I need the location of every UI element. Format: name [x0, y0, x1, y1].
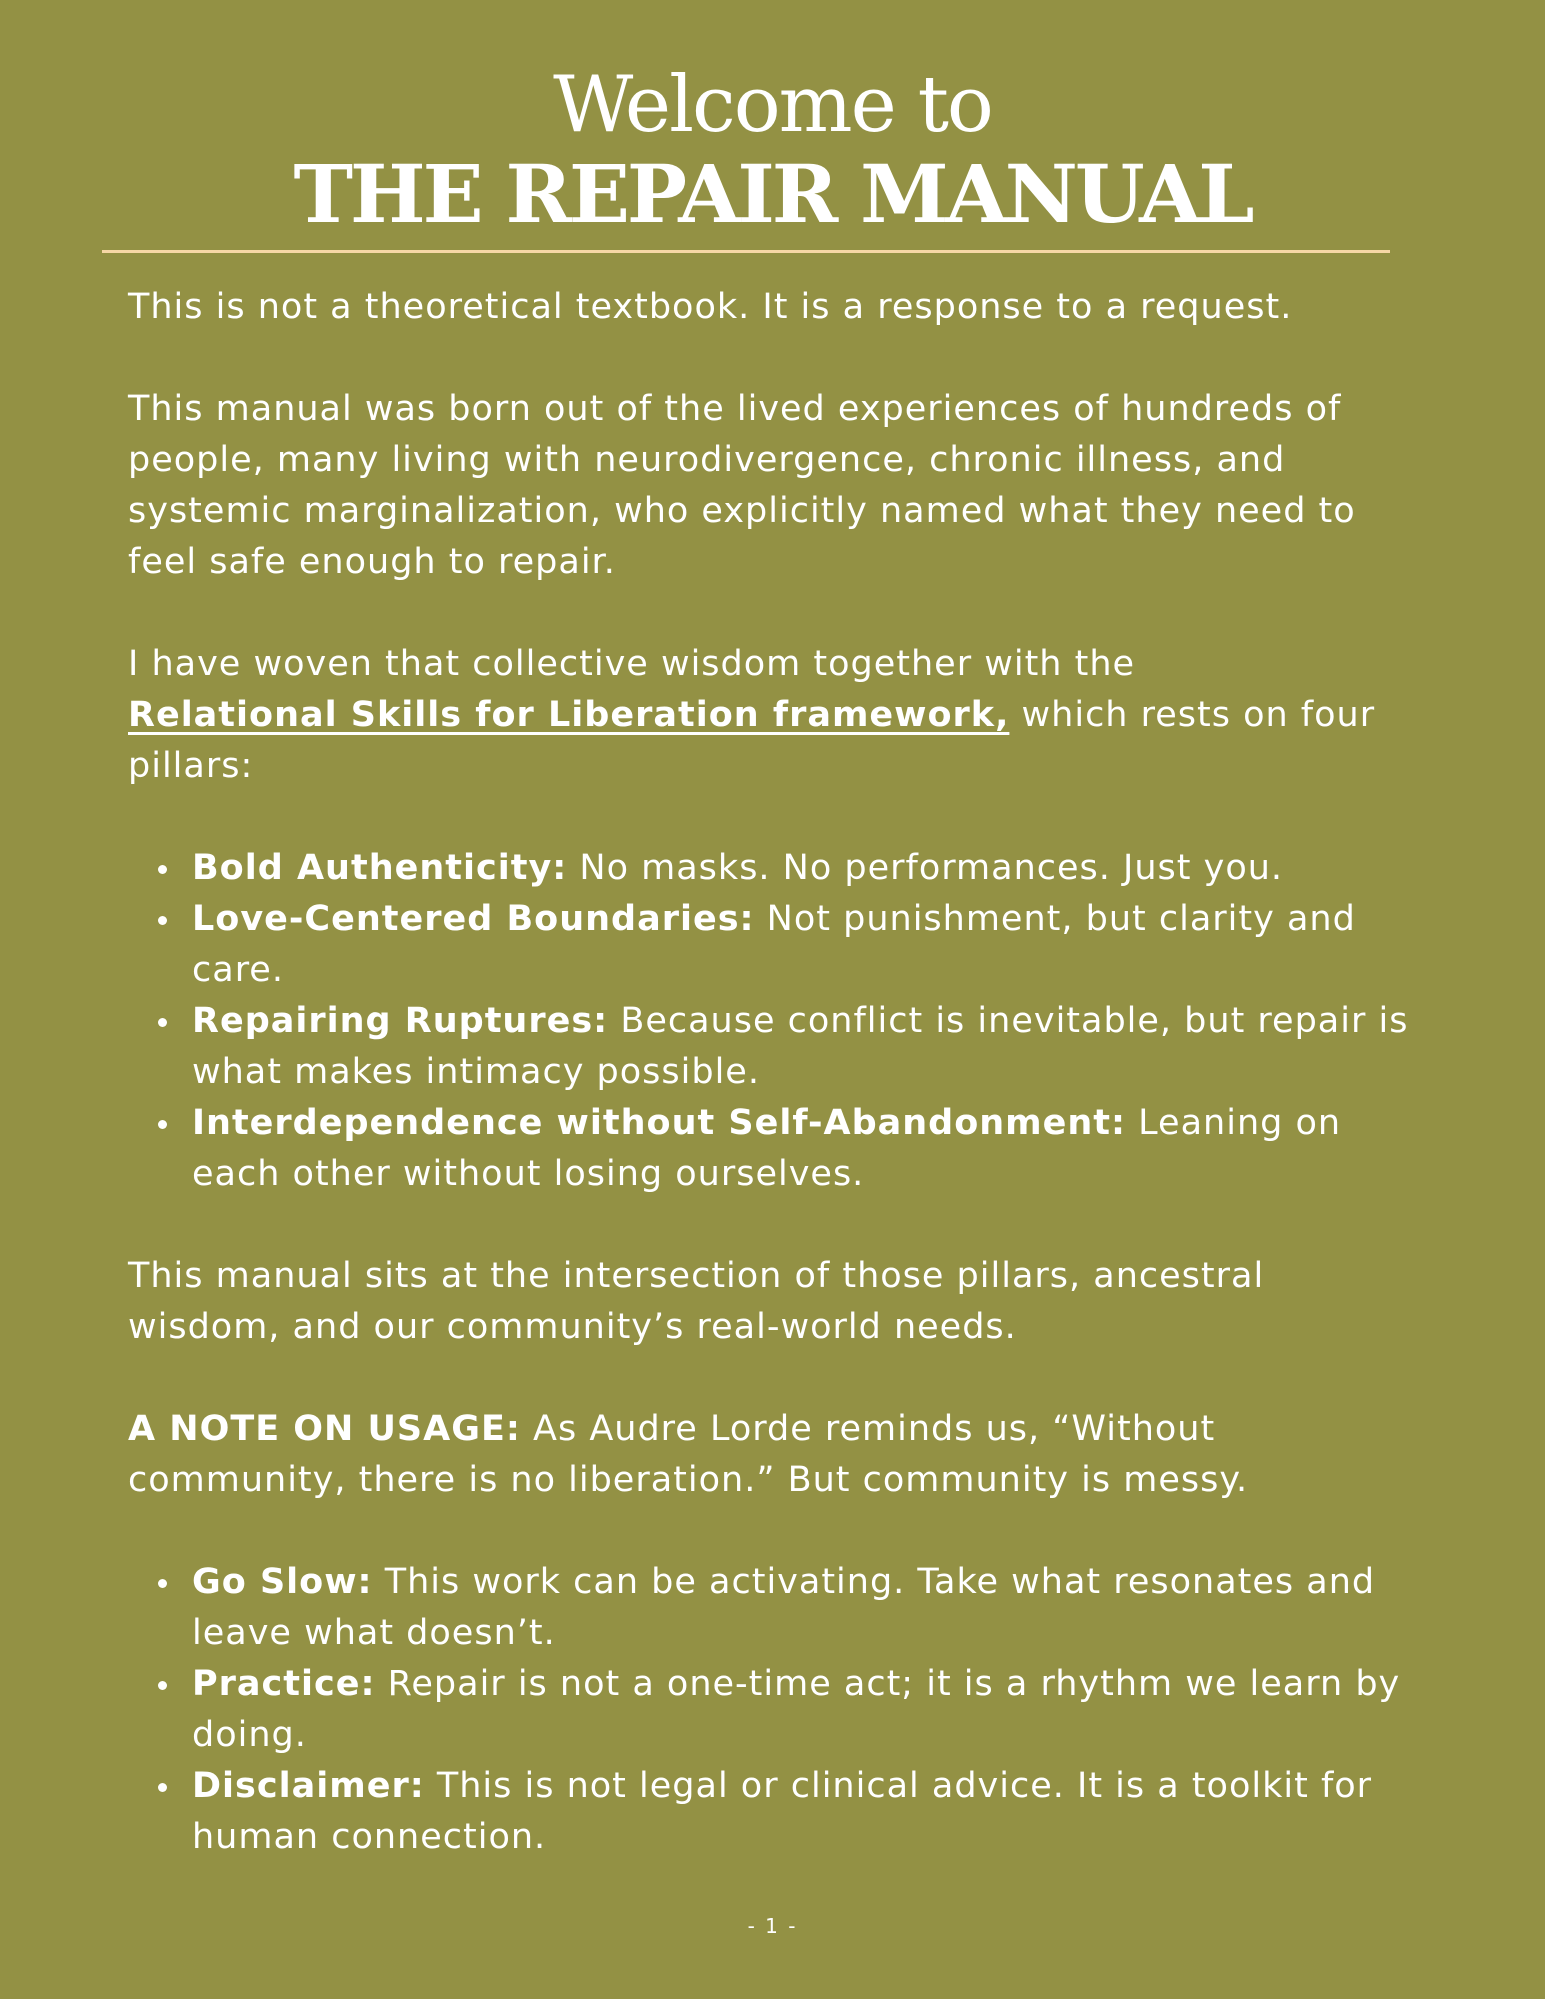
bullet-icon: [158, 1018, 167, 1027]
intro-paragraph-1: This is not a theoretical textbook. It is a response to a request.: [128, 287, 1293, 327]
intro-paragraph-3-start: I have woven that collective wisdom together with the: [128, 644, 1136, 684]
list-item: [192, 996, 1418, 1098]
pillar-term: Interdependence without Self-Abandonment:: [192, 1103, 1127, 1143]
pillars-list: [128, 843, 1418, 1200]
bullet-icon: [158, 916, 167, 925]
usage-term: Practice:: [192, 1664, 376, 1704]
pillar-text: No masks. No performances. Just you.: [579, 848, 1284, 888]
intro-paragraph-3-end: which rests on four pillars:: [128, 695, 1376, 786]
pillar-text: Leaning on each other without losing ourselves.: [192, 1103, 1342, 1194]
usage-text: This work can be activating. Take what resonates and leave what doesn’t.: [192, 1562, 1376, 1653]
list-item: [192, 1659, 1418, 1761]
page-title: THE REPAIR MANUAL: [293, 147, 1252, 241]
intro-paragraph-2: This manual was born out of the lived experiences of hundreds of people, many living with neurodivergence, chronic illness, and systemic marginalization, who explicitly named what they need to feel safe enough to repair.: [128, 389, 1356, 582]
usage-term: Disclaimer:: [192, 1766, 425, 1806]
bullet-icon: [158, 1120, 167, 1129]
header-divider: [102, 250, 1390, 253]
usage-list: [128, 1557, 1418, 1863]
intro-paragraph-3: [128, 639, 1418, 792]
usage-note-paragraph: [128, 1404, 1418, 1506]
pillar-term: Love-Centered Boundaries:: [192, 899, 755, 939]
list-item: [192, 1098, 1418, 1200]
usage-text: Repair is not a one-time act; it is a rhythm we learn by doing.: [192, 1664, 1401, 1755]
pillar-term: Bold Authenticity:: [192, 848, 568, 888]
pillar-text: Because conflict is inevitable, but repair is what makes intimacy possible.: [192, 1001, 1409, 1092]
welcome-heading: Welcome to: [553, 60, 992, 150]
bullet-icon: [158, 1783, 167, 1792]
pillar-term: Repairing Ruptures:: [192, 1001, 609, 1041]
usage-text: This is not legal or clinical advice. It is a toolkit for human connection.: [192, 1766, 1373, 1857]
usage-note-text: As Audre Lorde reminds us, “Without community, there is no liberation.” But community is messy.: [128, 1409, 1249, 1500]
usage-note-label: A NOTE ON USAGE:: [128, 1409, 521, 1449]
bullet-icon: [158, 1681, 167, 1690]
list-item: [192, 843, 1418, 894]
bullet-icon: [158, 1579, 167, 1588]
page-number: - 1 -: [747, 1914, 798, 1938]
usage-term: Go Slow:: [192, 1562, 373, 1602]
framework-link[interactable]: Relational Skills for Liberation framework,: [128, 695, 1010, 735]
main-content: [128, 282, 1418, 1914]
intersection-paragraph: This manual sits at the intersection of those pillars, ancestral wisdom, and our community’s real-world needs.: [128, 1256, 1265, 1347]
bullet-icon: [158, 865, 167, 874]
list-item: [192, 1557, 1418, 1659]
page-header: [0, 60, 1545, 242]
list-item: [192, 894, 1418, 996]
list-item: [192, 1761, 1418, 1863]
pillar-text: Not punishment, but clarity and care.: [192, 899, 1356, 990]
